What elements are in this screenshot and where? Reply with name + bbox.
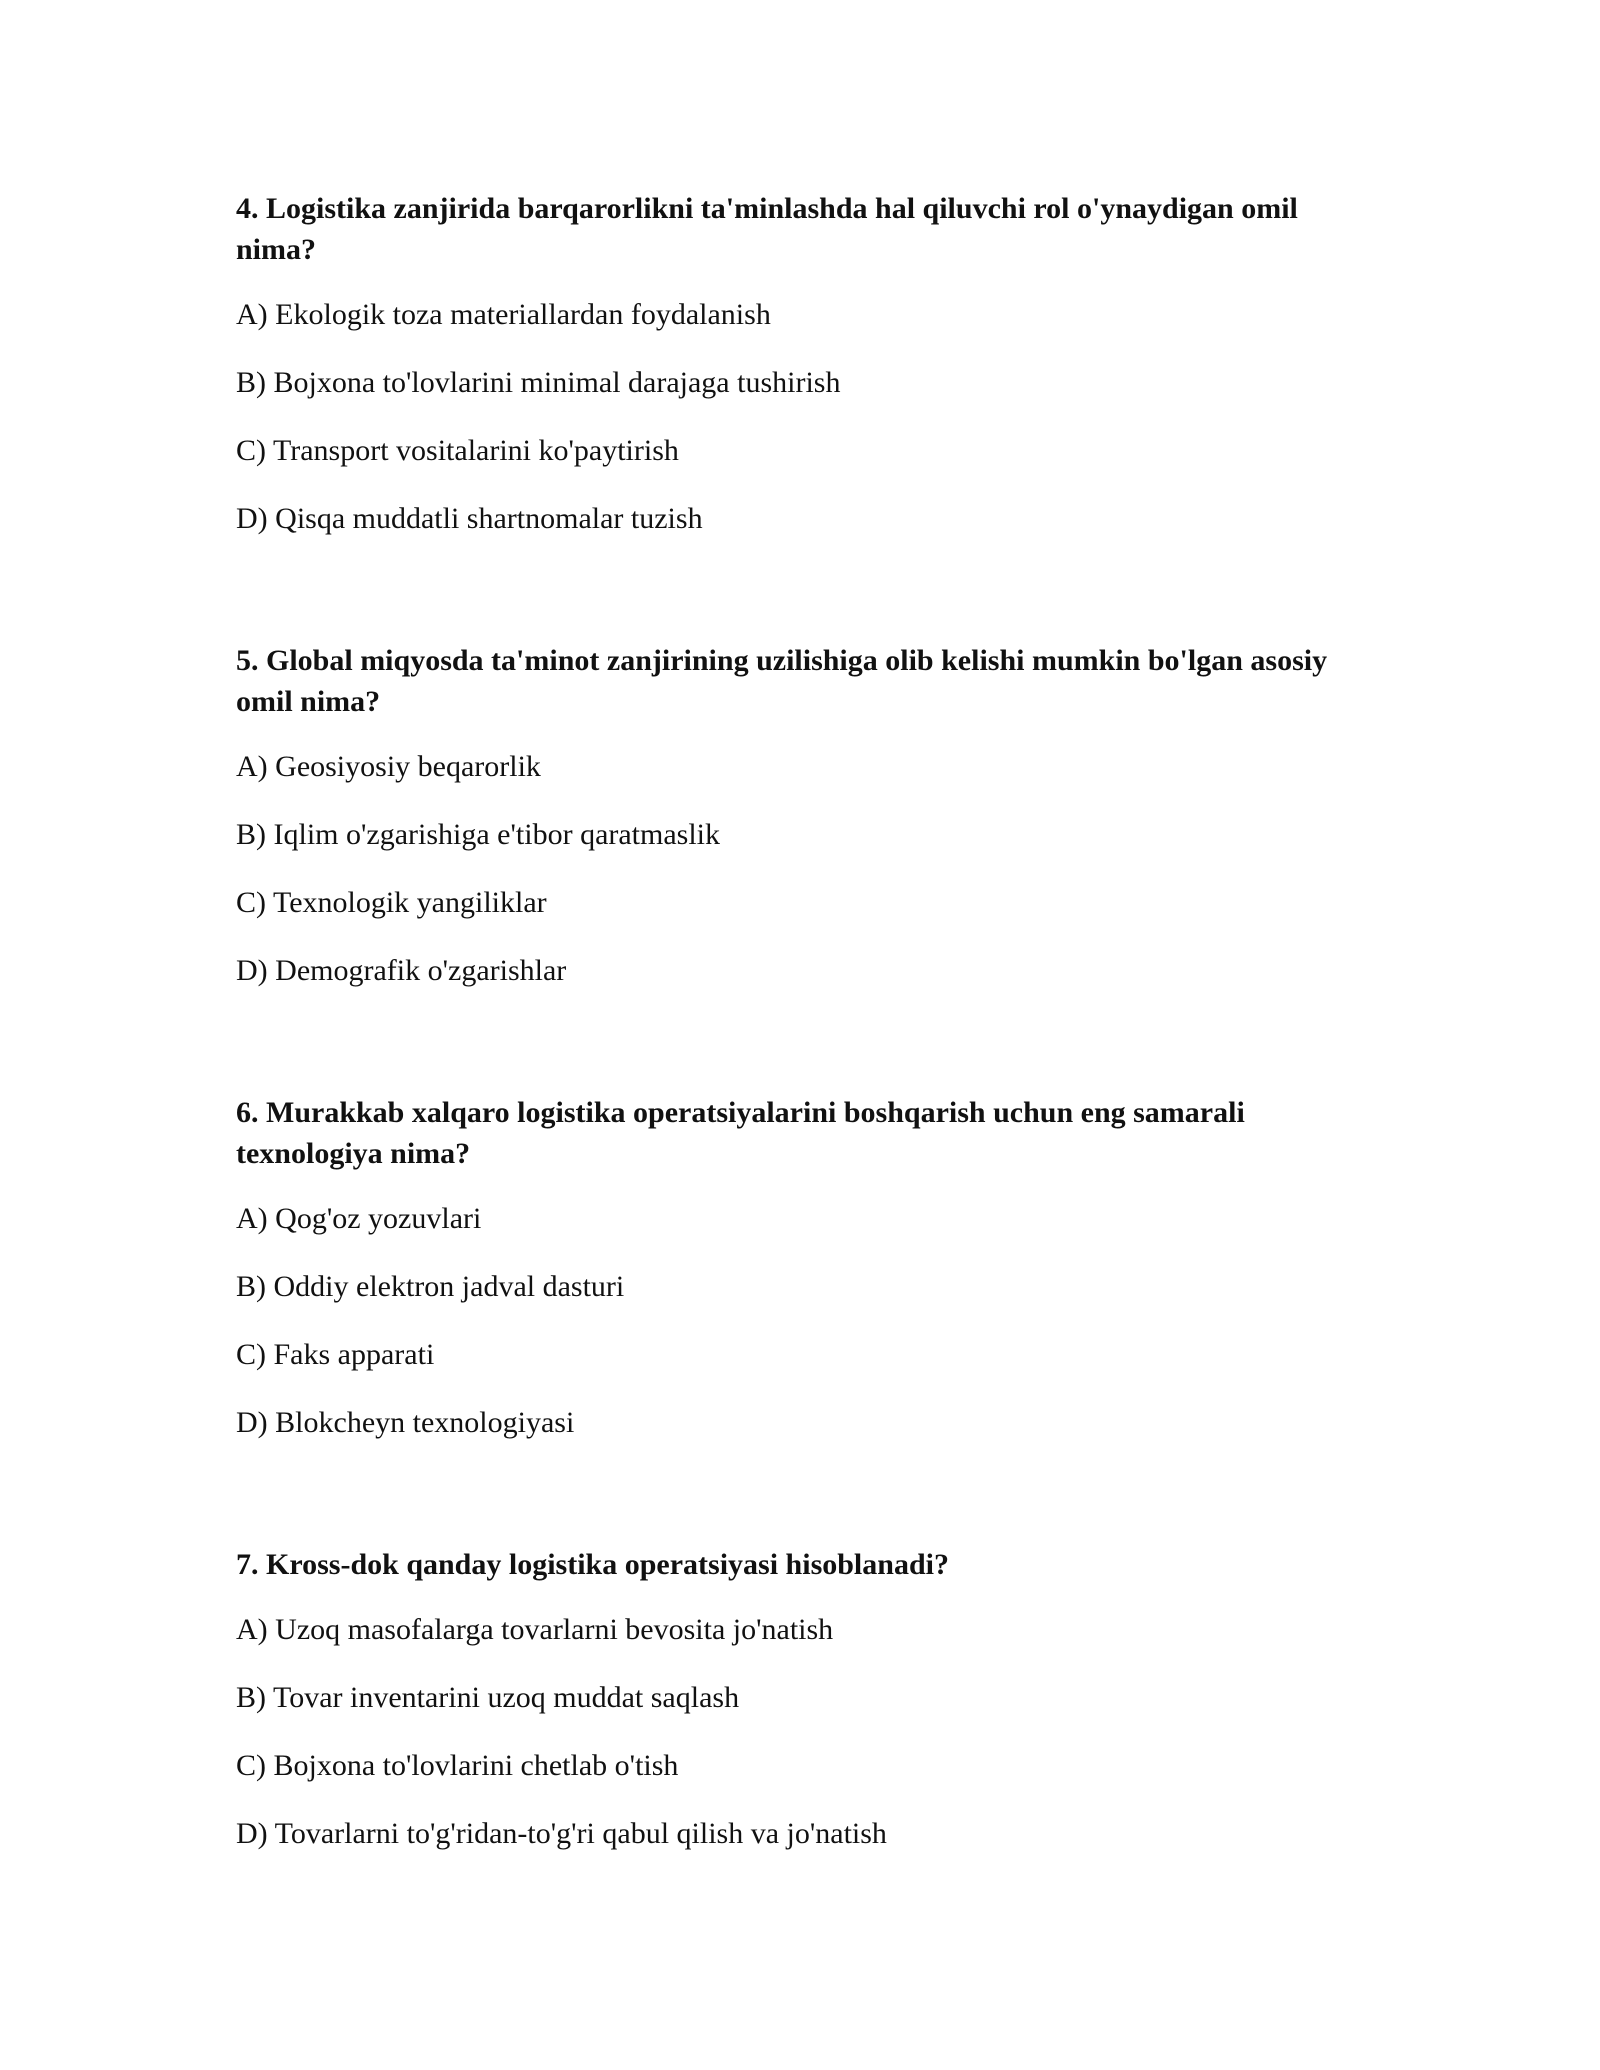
option-a: A) Geosiyosiy beqarorlik bbox=[236, 750, 541, 783]
question-4 bbox=[236, 188, 1366, 536]
option-b: B) Bojxona to'lovlarini minimal darajaga tushirish bbox=[236, 366, 841, 399]
document-page bbox=[236, 188, 1366, 1955]
option-b: B) Tovar inventarini uzoq muddat saqlash bbox=[236, 1681, 740, 1714]
option-c: C) Bojxona to'lovlarini chetlab o'tish bbox=[236, 1749, 679, 1782]
option-b: B) Iqlim o'zgarishiga e'tibor qaratmaslik bbox=[236, 818, 721, 851]
option-c: C) Faks apparati bbox=[236, 1338, 435, 1371]
question-6 bbox=[236, 1092, 1366, 1440]
question-7 bbox=[236, 1544, 1366, 1851]
option-d: D) Tovarlarni to'g'ridan-to'g'ri qabul qilish va jo'natish bbox=[236, 1817, 887, 1850]
question-text: 6. Murakkab xalqaro logistika operatsiyalarini boshqarish uchun eng samarali texnologiya nima? bbox=[236, 1096, 1245, 1170]
option-d: D) Demografik o'zgarishlar bbox=[236, 954, 567, 987]
option-c: C) Texnologik yangiliklar bbox=[236, 886, 547, 919]
question-text: 4. Logistika zanjirida barqarorlikni ta'minlashda hal qiluvchi rol o'ynaydigan omil nima? bbox=[236, 192, 1298, 266]
option-b: B) Oddiy elektron jadval dasturi bbox=[236, 1270, 625, 1303]
option-d: D) Blokcheyn texnologiyasi bbox=[236, 1406, 575, 1439]
question-5 bbox=[236, 640, 1366, 988]
option-a: A) Qog'oz yozuvlari bbox=[236, 1202, 482, 1235]
option-a: A) Ekologik toza materiallardan foydalanish bbox=[236, 298, 771, 331]
option-d: D) Qisqa muddatli shartnomalar tuzish bbox=[236, 502, 703, 535]
question-text: 5. Global miqyosda ta'minot zanjirining uzilishiga olib kelishi mumkin bo'lgan asosiy omil nima? bbox=[236, 644, 1328, 718]
option-c: C) Transport vositalarini ko'paytirish bbox=[236, 434, 679, 467]
question-text: 7. Kross-dok qanday logistika operatsiyasi hisoblanadi? bbox=[236, 1548, 949, 1581]
option-a: A) Uzoq masofalarga tovarlarni bevosita jo'natish bbox=[236, 1613, 834, 1646]
